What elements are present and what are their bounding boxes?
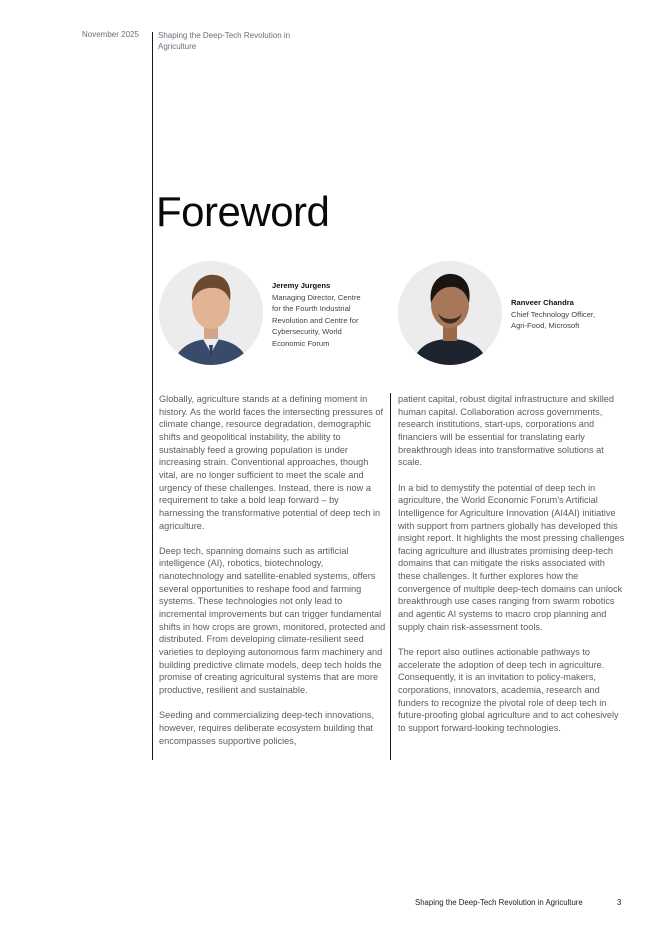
footer-report-title: Shaping the Deep-Tech Revolution in Agriculture (415, 898, 583, 907)
body-column-right (398, 393, 628, 747)
person-name: Ranveer Chandra (511, 298, 574, 307)
portrait-jeremy-jurgens (159, 261, 263, 365)
paragraph: The report also outlines actionable pathways to accelerate the adoption of deep tech in agriculture. Consequently, it is an invitation to policy-makers, corporations, innovators, academia, research and funders to recognize the pivotal role of deep tech in future-proofing global agriculture and to act cohesively to support forward-looking technologies. (398, 647, 619, 733)
paragraph: Globally, agriculture stands at a defining moment in history. As the world faces the intersecting pressures of climate change, resource degradation, demographic shifts and geopolitical instability, the ability to sustainably feed a growing population is under increasing strain. Conventional approaches, though vital, are no longer sufficient to meet the scale and urgency of these challenges. Instead, there is now a requirement to take a bold leap forward – by harnessing the transformative potential of deep tech in agriculture. (159, 394, 384, 531)
person-photo-icon (159, 261, 263, 365)
person-photo-icon (398, 261, 502, 365)
person-card-jeremy-jurgens (272, 280, 367, 350)
column-divider (390, 393, 391, 760)
person-role: Chief Technology Officer, Agri-Food, Microsoft (511, 309, 596, 331)
header-divider (152, 32, 153, 760)
person-role: Managing Director, Centre for the Fourth Industrial Revolution and Centre for Cybersecurity, World Economic Forum (272, 292, 361, 348)
body-column-left (159, 393, 386, 760)
paragraph: patient capital, robust digital infrastructure and skilled human capital. Collaboration across governments, research institutions, start-ups, corporations and financiers will be essential for translating early breakthrough ideas into transformative solutions at scale. (398, 394, 615, 468)
portrait-ranveer-chandra (398, 261, 502, 365)
paragraph: Deep tech, spanning domains such as artificial intelligence (AI), robotics, biotechnology, nanotechnology and satellite-enabled systems, offers several opportunities to reshape food and farming systems. These technologies not only lead to incremental improvements but can trigger fundamental shifts in how crops are grown, monitored, protected and distributed. From developing climate-resilient seed varieties to deploying autonomous farm machinery and building predictive climate models, deep tech holds the promise of creating agricultural systems that are more productive, resilient and sustainable. (159, 545, 386, 696)
paragraph: In a bid to demystify the potential of deep tech in agriculture, the World Economic Forum’s Artificial Intelligence for Agriculture Innovation (AI4AI) initiative with support from partners globally has developed this insight report. It highlights the most pressing challenges facing agriculture and illustrates promising deep-tech domains that can mitigate the risks associated with these challenges. It further explores how the convergence of multiple deep-tech domains can unlock breakthrough use cases ranging from swarm robotics and agentic AI systems to macro crop planning and supply chain risk-assessment tools. (398, 482, 625, 632)
page-number: 3 (617, 898, 622, 907)
page-title: Foreword (156, 188, 330, 235)
person-card-ranveer-chandra (511, 297, 611, 332)
paragraph: Seeding and commercializing deep-tech innovations, however, requires deliberate ecosystem building that encompasses supportive policies, (159, 710, 375, 746)
header-date: November 2025 (82, 30, 139, 39)
person-name: Jeremy Jurgens (272, 281, 331, 290)
header-report-title: Shaping the Deep-Tech Revolution in Agriculture (158, 31, 291, 51)
